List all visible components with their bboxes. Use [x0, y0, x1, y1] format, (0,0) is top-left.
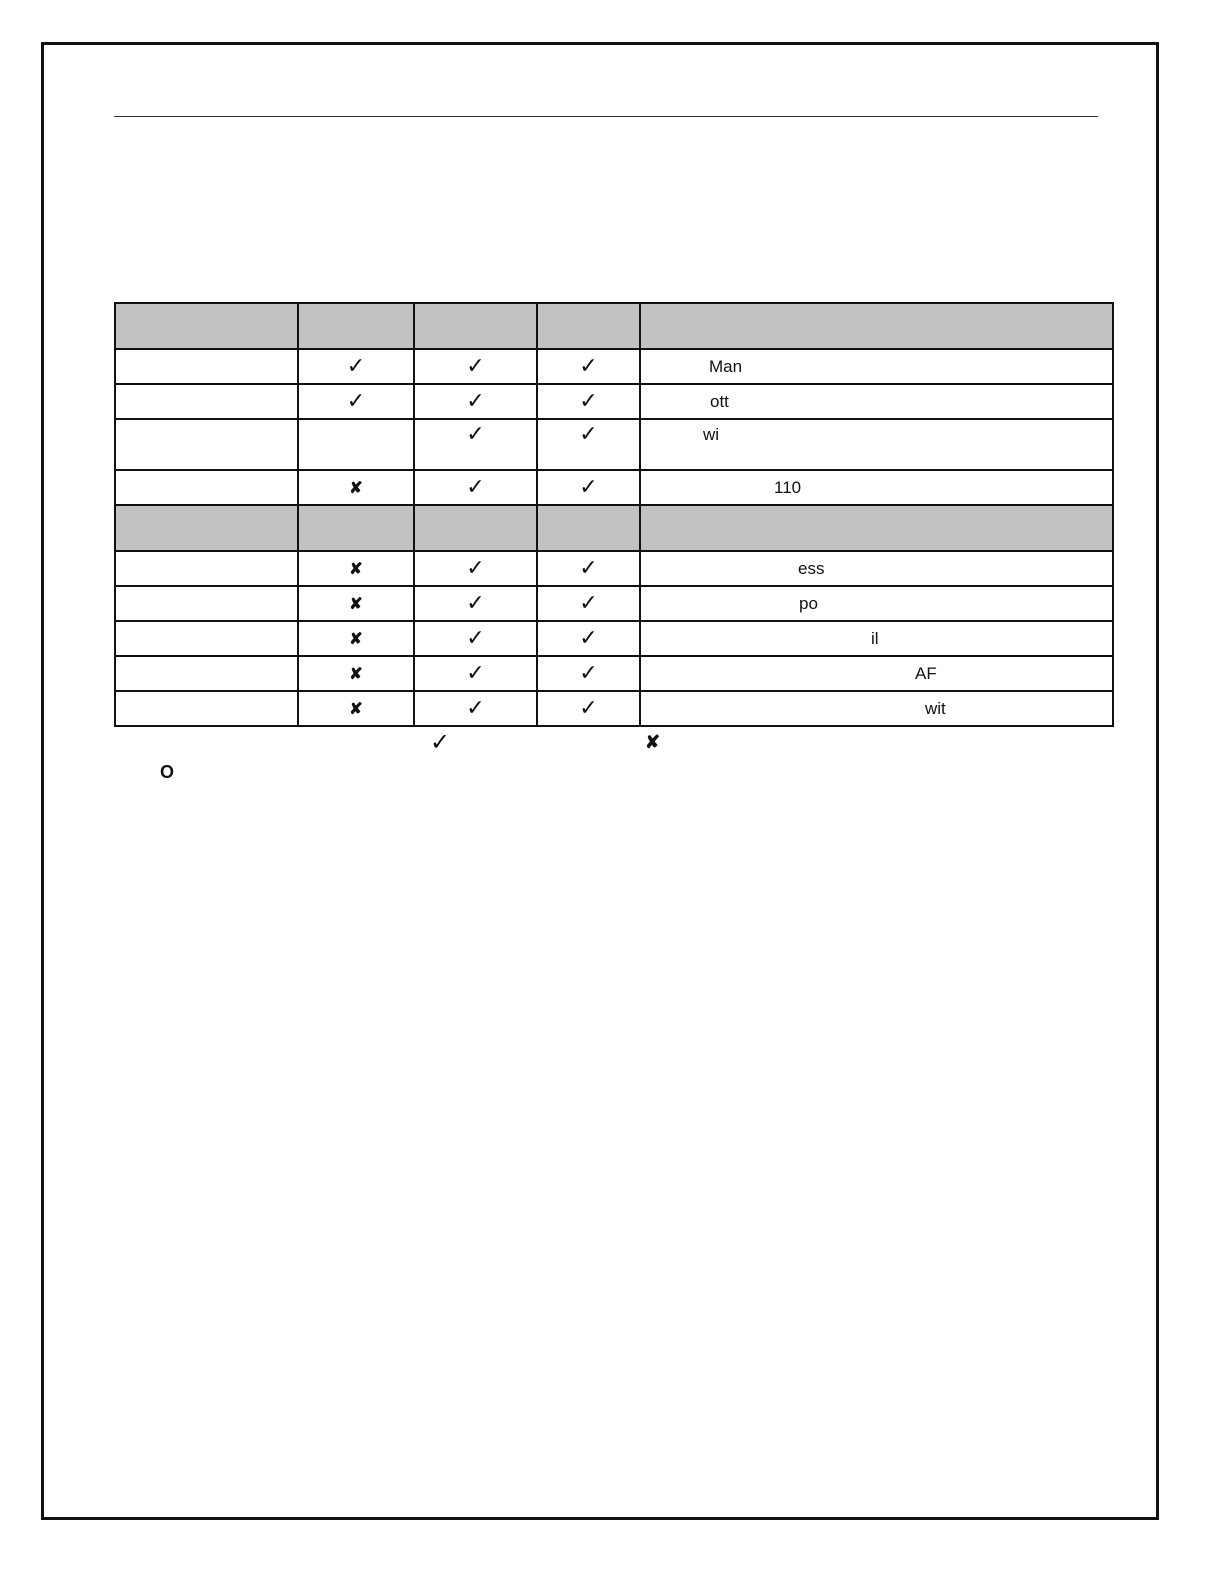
description-cell — [640, 470, 1113, 505]
table-row — [115, 470, 1113, 505]
row-label-cell — [115, 586, 298, 621]
cell-col1 — [298, 621, 414, 656]
check-icon: ✓ — [346, 388, 366, 413]
check-icon: ✓ — [579, 353, 598, 378]
check-icon: ✓ — [466, 555, 485, 580]
description-cell — [640, 586, 1113, 621]
row-label-cell — [115, 551, 298, 586]
cell-col2 — [414, 551, 537, 586]
cross-icon: ✘ — [349, 700, 363, 718]
row-label-cell — [115, 384, 298, 419]
table-row — [115, 586, 1113, 621]
check-icon: ✓ — [579, 555, 598, 580]
cell-col3 — [537, 551, 640, 586]
cell-col3 — [537, 419, 640, 470]
check-icon: ✓ — [579, 695, 598, 720]
cell-col3 — [537, 586, 640, 621]
description-text: ess — [798, 558, 825, 578]
cell-col3 — [537, 621, 640, 656]
table-row — [115, 419, 1113, 470]
table-row — [115, 656, 1113, 691]
cell-col2 — [414, 586, 537, 621]
description-cell — [640, 656, 1113, 691]
cell-col2 — [414, 349, 537, 384]
feature-table — [114, 302, 1114, 727]
header-cell — [414, 505, 537, 551]
row-label-cell — [115, 621, 298, 656]
page-border — [41, 42, 1159, 1520]
header-cell — [298, 303, 414, 349]
header-cell — [537, 505, 640, 551]
cell-col1 — [298, 384, 414, 419]
footnote-mark: O — [160, 762, 175, 782]
header-rule — [114, 116, 1098, 117]
check-icon: ✓ — [346, 353, 366, 378]
table-row — [115, 349, 1113, 384]
cell-col1 — [298, 349, 414, 384]
description-text: ott — [710, 391, 729, 411]
description-cell — [640, 419, 1113, 470]
check-icon: ✓ — [466, 421, 485, 446]
cell-col3 — [537, 384, 640, 419]
cell-col3 — [537, 470, 640, 505]
cross-icon: ✘ — [349, 479, 363, 497]
check-icon: ✓ — [579, 421, 598, 446]
table-header-row — [115, 303, 1113, 349]
header-cell — [115, 303, 298, 349]
row-label-cell — [115, 349, 298, 384]
table-header-row — [115, 505, 1113, 551]
description-cell — [640, 349, 1113, 384]
cell-col3 — [537, 656, 640, 691]
check-icon: ✓ — [579, 590, 598, 615]
description-text: po — [799, 593, 818, 613]
cell-col3 — [537, 691, 640, 726]
description-cell — [640, 621, 1113, 656]
check-icon: ✓ — [466, 353, 485, 378]
cell-col2 — [414, 656, 537, 691]
description-text: 110 — [774, 477, 802, 497]
cell-col1 — [298, 551, 414, 586]
description-text: AF — [915, 663, 937, 683]
table-row — [115, 621, 1113, 656]
cell-col2 — [414, 419, 537, 470]
legend-cross-icon: ✘ — [645, 732, 661, 752]
table-row — [115, 691, 1113, 726]
cell-col1 — [298, 691, 414, 726]
description-text: wit — [925, 698, 946, 718]
row-label-cell — [115, 470, 298, 505]
description-text: wi — [703, 425, 720, 444]
description-text: il — [871, 628, 879, 648]
cross-icon: ✘ — [349, 630, 363, 648]
cell-col1 — [298, 586, 414, 621]
row-label-cell — [115, 656, 298, 691]
header-cell — [537, 303, 640, 349]
row-label-cell — [115, 691, 298, 726]
header-cell — [115, 505, 298, 551]
table-row — [115, 384, 1113, 419]
check-icon: ✓ — [579, 625, 598, 650]
check-icon: ✓ — [466, 388, 485, 413]
cross-icon: ✘ — [349, 560, 363, 578]
header-cell — [414, 303, 537, 349]
header-cell — [298, 505, 414, 551]
cell-col1 — [298, 656, 414, 691]
check-icon: ✓ — [466, 590, 485, 615]
cell-col3 — [537, 349, 640, 384]
description-text: Man — [709, 356, 743, 376]
cell-col1 — [298, 419, 414, 470]
cell-col2 — [414, 691, 537, 726]
description-cell — [640, 691, 1113, 726]
description-cell — [640, 384, 1113, 419]
check-icon: ✓ — [466, 660, 485, 685]
cell-col2 — [414, 384, 537, 419]
check-icon: ✓ — [579, 474, 598, 499]
table-row — [115, 551, 1113, 586]
row-label-cell — [115, 419, 298, 470]
check-icon: ✓ — [466, 695, 485, 720]
check-icon: ✓ — [579, 388, 598, 413]
check-icon: ✓ — [466, 474, 485, 499]
check-icon: ✓ — [579, 660, 598, 685]
cell-col2 — [414, 470, 537, 505]
description-cell — [640, 551, 1113, 586]
header-cell — [640, 303, 1113, 349]
cross-icon: ✘ — [349, 665, 363, 683]
cross-icon: ✘ — [349, 595, 363, 613]
cell-col1 — [298, 470, 414, 505]
check-icon: ✓ — [466, 625, 485, 650]
legend-check-icon: ✓ — [430, 729, 451, 756]
header-cell — [640, 505, 1113, 551]
cell-col2 — [414, 621, 537, 656]
